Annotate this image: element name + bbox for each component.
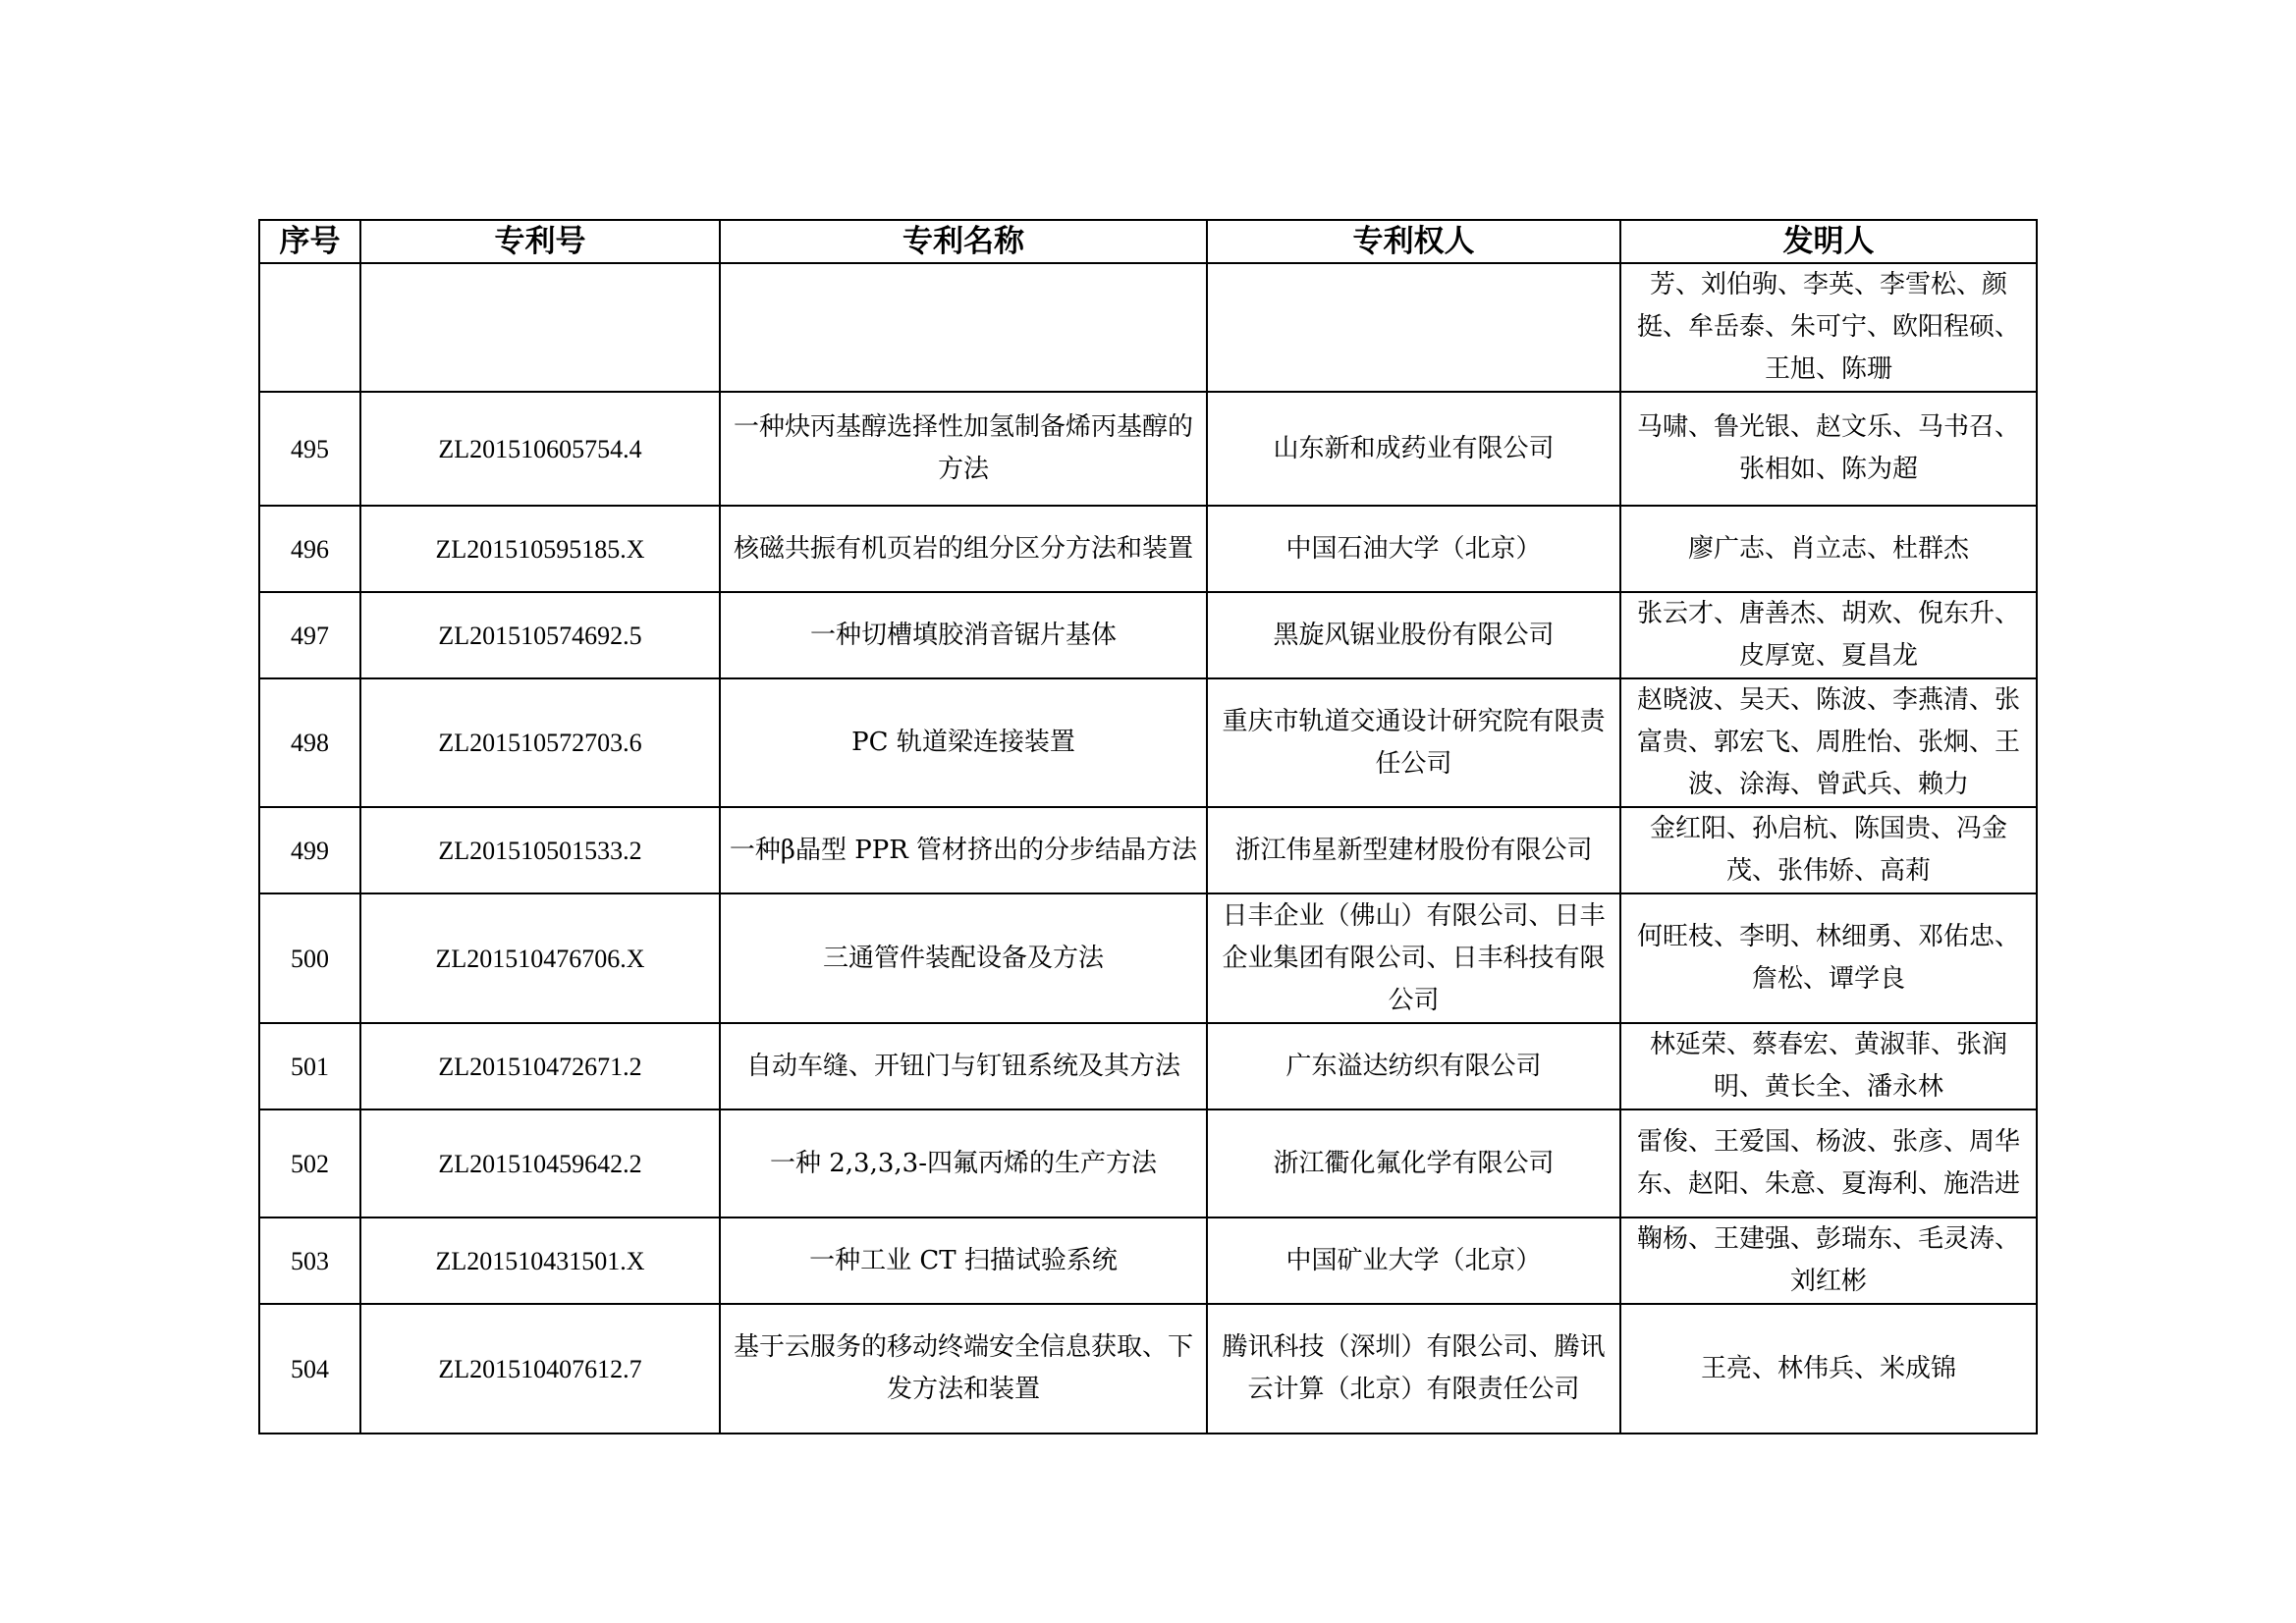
cell-holder: 黑旋风锯业股份有限公司 bbox=[1207, 592, 1620, 678]
cell-seq: 498 bbox=[259, 678, 360, 807]
cell-title: 自动车缝、开钮门与钉钮系统及其方法 bbox=[720, 1023, 1207, 1109]
cell-seq: 504 bbox=[259, 1304, 360, 1434]
cell-patent-no bbox=[360, 263, 720, 392]
table-row bbox=[259, 592, 2037, 678]
cell-title: 核磁共振有机页岩的组分区分方法和装置 bbox=[720, 506, 1207, 592]
table-row bbox=[259, 1217, 2037, 1304]
table-row bbox=[259, 893, 2037, 1023]
cell-seq: 500 bbox=[259, 893, 360, 1023]
patent-table bbox=[258, 219, 2038, 1434]
cell-title: 一种β晶型 PPR 管材挤出的分步结晶方法 bbox=[720, 807, 1207, 893]
cell-inventors: 廖广志、肖立志、杜群杰 bbox=[1620, 506, 2037, 592]
header-title: 专利名称 bbox=[720, 220, 1207, 263]
cell-holder: 浙江伟星新型建材股份有限公司 bbox=[1207, 807, 1620, 893]
cell-title: 一种 2,3,3,3-四氟丙烯的生产方法 bbox=[720, 1109, 1207, 1217]
cell-holder bbox=[1207, 263, 1620, 392]
cell-seq: 503 bbox=[259, 1217, 360, 1304]
cell-seq bbox=[259, 263, 360, 392]
cell-patent-no: ZL201510407612.7 bbox=[360, 1304, 720, 1434]
cell-seq: 501 bbox=[259, 1023, 360, 1109]
cell-patent-no: ZL201510431501.X bbox=[360, 1217, 720, 1304]
cell-holder: 浙江衢化氟化学有限公司 bbox=[1207, 1109, 1620, 1217]
cell-title: 一种工业 CT 扫描试验系统 bbox=[720, 1217, 1207, 1304]
cell-seq: 497 bbox=[259, 592, 360, 678]
cell-holder: 日丰企业（佛山）有限公司、日丰企业集团有限公司、日丰科技有限公司 bbox=[1207, 893, 1620, 1023]
header-inventors: 发明人 bbox=[1620, 220, 2037, 263]
cell-seq: 495 bbox=[259, 392, 360, 506]
cell-inventors: 雷俊、王爱国、杨波、张彦、周华东、赵阳、朱意、夏海利、施浩进 bbox=[1620, 1109, 2037, 1217]
cell-holder: 中国矿业大学（北京） bbox=[1207, 1217, 1620, 1304]
cell-title: 基于云服务的移动终端安全信息获取、下发方法和装置 bbox=[720, 1304, 1207, 1434]
cell-holder: 广东溢达纺织有限公司 bbox=[1207, 1023, 1620, 1109]
cell-inventors: 金红阳、孙启杭、陈国贵、冯金茂、张伟娇、高莉 bbox=[1620, 807, 2037, 893]
header-seq: 序号 bbox=[259, 220, 360, 263]
cell-inventors: 王亮、林伟兵、米成锦 bbox=[1620, 1304, 2037, 1434]
cell-title: 一种炔丙基醇选择性加氢制备烯丙基醇的方法 bbox=[720, 392, 1207, 506]
table-row bbox=[259, 263, 2037, 392]
table-header-row bbox=[259, 220, 2037, 263]
cell-inventors: 马啸、鲁光银、赵文乐、马书召、张相如、陈为超 bbox=[1620, 392, 2037, 506]
cell-holder: 中国石油大学（北京） bbox=[1207, 506, 1620, 592]
table-row bbox=[259, 678, 2037, 807]
cell-patent-no: ZL201510572703.6 bbox=[360, 678, 720, 807]
cell-seq: 499 bbox=[259, 807, 360, 893]
cell-inventors: 林延荣、蔡春宏、黄淑菲、张润明、黄长全、潘永林 bbox=[1620, 1023, 2037, 1109]
cell-seq: 502 bbox=[259, 1109, 360, 1217]
cell-inventors: 张云才、唐善杰、胡欢、倪东升、皮厚宽、夏昌龙 bbox=[1620, 592, 2037, 678]
cell-patent-no: ZL201510595185.X bbox=[360, 506, 720, 592]
cell-patent-no: ZL201510605754.4 bbox=[360, 392, 720, 506]
cell-inventors: 鞠杨、王建强、彭瑞东、毛灵涛、刘红彬 bbox=[1620, 1217, 2037, 1304]
cell-title: PC 轨道梁连接装置 bbox=[720, 678, 1207, 807]
cell-title: 三通管件装配设备及方法 bbox=[720, 893, 1207, 1023]
cell-holder: 腾讯科技（深圳）有限公司、腾讯云计算（北京）有限责任公司 bbox=[1207, 1304, 1620, 1434]
cell-holder: 山东新和成药业有限公司 bbox=[1207, 392, 1620, 506]
header-holder: 专利权人 bbox=[1207, 220, 1620, 263]
table-row bbox=[259, 1109, 2037, 1217]
cell-patent-no: ZL201510476706.X bbox=[360, 893, 720, 1023]
cell-holder: 重庆市轨道交通设计研究院有限责任公司 bbox=[1207, 678, 1620, 807]
cell-inventors: 何旺枝、李明、林细勇、邓佑忠、詹松、谭学良 bbox=[1620, 893, 2037, 1023]
cell-seq: 496 bbox=[259, 506, 360, 592]
cell-patent-no: ZL201510574692.5 bbox=[360, 592, 720, 678]
cell-patent-no: ZL201510472671.2 bbox=[360, 1023, 720, 1109]
table-row bbox=[259, 392, 2037, 506]
cell-patent-no: ZL201510501533.2 bbox=[360, 807, 720, 893]
cell-patent-no: ZL201510459642.2 bbox=[360, 1109, 720, 1217]
table-row bbox=[259, 1023, 2037, 1109]
table-row bbox=[259, 807, 2037, 893]
header-patent-no: 专利号 bbox=[360, 220, 720, 263]
cell-title bbox=[720, 263, 1207, 392]
table-row bbox=[259, 506, 2037, 592]
cell-inventors: 芳、刘伯驹、李英、李雪松、颜挺、牟岳泰、朱可宁、欧阳程硕、王旭、陈珊 bbox=[1620, 263, 2037, 392]
cell-inventors: 赵晓波、吴天、陈波、李燕清、张富贵、郭宏飞、周胜怡、张炯、王波、涂海、曾武兵、赖力 bbox=[1620, 678, 2037, 807]
cell-title: 一种切槽填胶消音锯片基体 bbox=[720, 592, 1207, 678]
table-row bbox=[259, 1304, 2037, 1434]
